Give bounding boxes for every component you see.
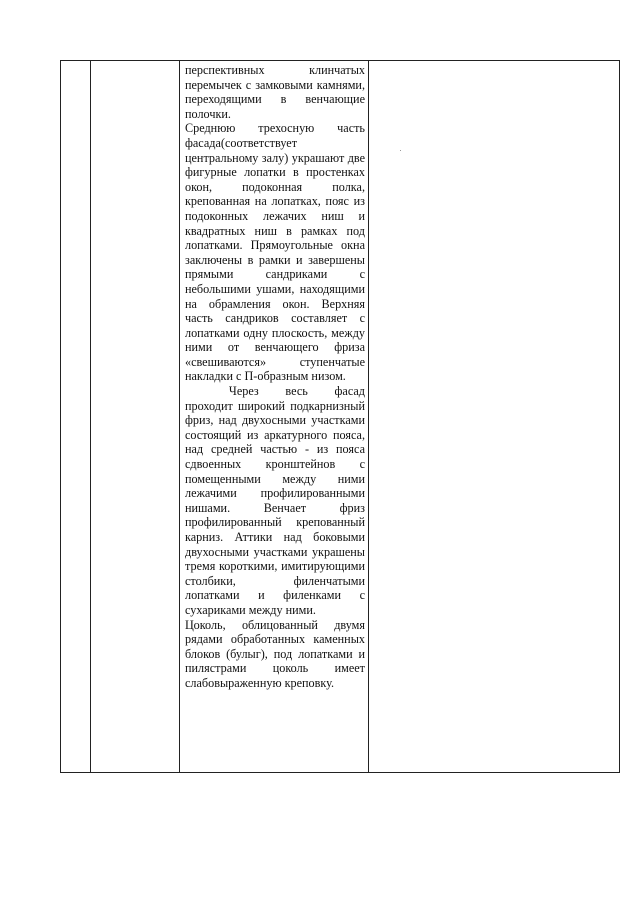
paragraph-frieze: Через весь фасад проходит широкий подкарнизный фриз, над двухосными участками состоящий из аркатурного пояса, над средней частью - из пояса сдвоенных кронштейнов с помещенными между ними лежачими профилированными нишами. Венчает фриз профилированный крепованный карниз. Аттики над боковыми двухосными участками украшены тремя короткими, имитирующими столбики, филенчатыми лопатками и филенками с сухариками между ними. <box>185 384 365 617</box>
paragraph-lintels: перспективных клинчатых перемычек с замковыми камнями, переходящими в венчающие полочки. <box>185 63 365 121</box>
column-divider <box>368 61 369 772</box>
paragraph-plinth: Цоколь, облицованный двумя рядами обработанных каменных блоков (булыг), под лопатками и пилястрами цоколь имеет слабовыраженную креповку. <box>185 617 365 690</box>
column-divider <box>90 61 91 772</box>
facade-description-cell <box>185 63 365 691</box>
column-divider <box>179 61 180 772</box>
paragraph-middle-facade: Среднюю трехосную часть фасада(соответствует центральному залу) украшают две фигурные лопатки в простенках окон, подоконная полка, крепованная на лопатках, пояс из подоконных лежачих ниш и квадратных ниш в рамках под лопатками. Прямоугольные окна заключены в рамки и завершены прямыми сандриками с небольшими ушами, находящими на обрамления окон. Верхняя часть сандриков составляет с лопатками одну плоскость, между ними от венчающего фриза «свешиваются» ступенчатые накладки с П-образным низом. <box>185 121 365 384</box>
scan-speck <box>400 150 401 151</box>
description-table <box>60 60 620 773</box>
